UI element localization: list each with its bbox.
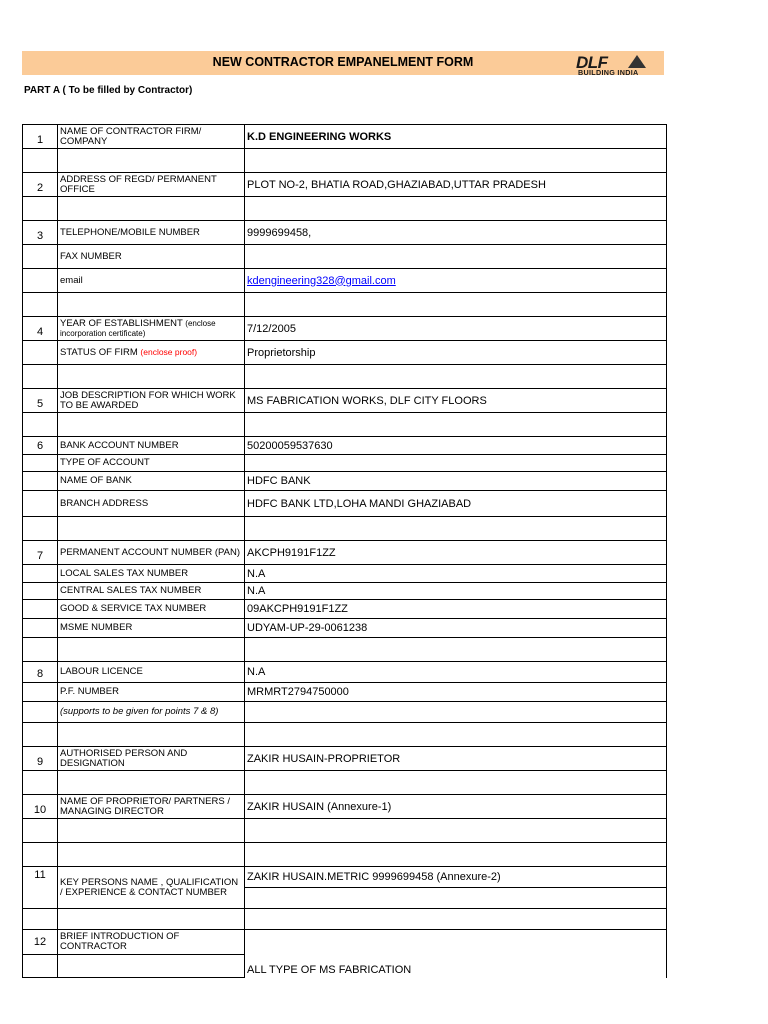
table-row (23, 600, 667, 619)
table-row (23, 683, 667, 702)
field-label: CENTRAL SALES TAX NUMBER (58, 583, 245, 600)
field-label: KEY PERSONS NAME , QUALIFICATION / EXPERIENCE & CONTACT NUMBER (58, 867, 245, 909)
table-row (23, 702, 667, 723)
empanelment-table (22, 124, 667, 978)
table-row (23, 565, 667, 583)
spacer-row (23, 843, 667, 867)
firm-status-field[interactable]: Proprietorship (245, 341, 667, 365)
row-number: 5 (23, 389, 58, 413)
spacer-row (23, 819, 667, 843)
part-label: PART A ( To be filled by Contractor) (24, 85, 193, 96)
account-type-field[interactable] (245, 455, 667, 472)
fax-field[interactable] (245, 245, 667, 269)
table-row (23, 541, 667, 565)
table-row (23, 125, 667, 149)
pf-number-field[interactable]: MRMRT2794750000 (245, 683, 667, 702)
field-label: ADDRESS OF REGD/ PERMANENT OFFICE (58, 173, 245, 197)
table-row (23, 583, 667, 600)
field-label-note: (enclose proof) (140, 347, 198, 357)
field-label: LOCAL SALES TAX NUMBER (58, 565, 245, 583)
field-label: NAME OF PROPRIETOR/ PARTNERS / MANAGING DIRECTOR (58, 795, 245, 819)
spacer-row (23, 197, 667, 221)
table-row (23, 269, 667, 293)
row-number: 11 (23, 867, 58, 909)
table-row (23, 472, 667, 491)
field-label: GOOD & SERVICE TAX NUMBER (58, 600, 245, 619)
spacer-row (23, 517, 667, 541)
field-label: P.F. NUMBER (58, 683, 245, 702)
table-row (23, 173, 667, 197)
field-label: AUTHORISED PERSON AND DESIGNATION (58, 747, 245, 771)
table-row (23, 662, 667, 683)
field-label: BANK ACCOUNT NUMBER (58, 437, 245, 455)
spacer-row (23, 909, 667, 930)
row-number: 4 (23, 317, 58, 341)
field-label: BRIEF INTRODUCTION OF CONTRACTOR (58, 930, 245, 955)
field-label (58, 317, 245, 341)
table-row (23, 619, 667, 638)
row-number: 3 (23, 221, 58, 245)
logo-text: DLF (576, 53, 608, 72)
spacer-row (23, 149, 667, 173)
spacer-row (23, 413, 667, 437)
supports-note: (supports to be given for points 7 & 8) (58, 702, 245, 723)
logo-triangle-icon (628, 55, 646, 68)
table-row (23, 341, 667, 365)
table-row (23, 747, 667, 771)
authorised-person-field[interactable]: ZAKIR HUSAIN-PROPRIETOR (245, 747, 667, 771)
field-label: FAX NUMBER (58, 245, 245, 269)
row-number: 8 (23, 662, 58, 683)
bank-account-field[interactable]: 50200059537630 (245, 437, 667, 455)
table-row (23, 867, 667, 888)
field-label: NAME OF BANK (58, 472, 245, 491)
field-label-main: STATUS OF FIRM (60, 347, 138, 358)
spacer-row (23, 638, 667, 662)
central-sales-tax-field[interactable]: N.A (245, 583, 667, 600)
field-label: LABOUR LICENCE (58, 662, 245, 683)
table-row (23, 795, 667, 819)
field-label: PERMANENT ACCOUNT NUMBER (PAN) (58, 541, 245, 565)
form-title: NEW CONTRACTOR EMPANELMENT FORM (212, 55, 474, 69)
local-sales-tax-field[interactable]: N.A (245, 565, 667, 583)
email-link[interactable]: kdengineering328@gmail.com (247, 274, 396, 287)
table-row (23, 437, 667, 455)
job-description-field[interactable]: MS FABRICATION WORKS, DLF CITY FLOORS (245, 389, 667, 413)
introduction-field[interactable]: ALL TYPE OF MS FABRICATION (245, 930, 667, 978)
row-number: 9 (23, 747, 58, 771)
spacer-row (23, 365, 667, 389)
table-row (23, 389, 667, 413)
field-label (58, 341, 245, 365)
msme-field[interactable]: UDYAM-UP-29-0061238 (245, 619, 667, 638)
key-persons-field-2[interactable] (245, 888, 667, 909)
table-row (23, 221, 667, 245)
field-label-note: (enclose incorporation certificate) (60, 318, 216, 338)
field-label: TYPE OF ACCOUNT (58, 455, 245, 472)
table-row (23, 930, 667, 955)
row-number: 10 (23, 795, 58, 819)
row-number: 1 (23, 125, 58, 149)
telephone-field[interactable]: 9999699458, (245, 221, 667, 245)
pan-field[interactable]: AKCPH9191F1ZZ (245, 541, 667, 565)
row-number: 7 (23, 541, 58, 565)
row-number: 2 (23, 173, 58, 197)
bank-name-field[interactable]: HDFC BANK (245, 472, 667, 491)
table-row (23, 455, 667, 472)
key-persons-field[interactable]: ZAKIR HUSAIN.METRIC 9999699458 (Annexure-2) (245, 867, 667, 888)
field-label: TELEPHONE/MOBILE NUMBER (58, 221, 245, 245)
labour-licence-field[interactable]: N.A (245, 662, 667, 683)
row-number: 12 (23, 930, 58, 955)
field-label: email (58, 269, 245, 293)
table-row (23, 245, 667, 269)
table-row (23, 317, 667, 341)
gst-field[interactable]: 09AKCPH9191F1ZZ (245, 600, 667, 619)
dlf-logo (576, 53, 668, 79)
contractor-name-field[interactable]: K.D ENGINEERING WORKS (245, 125, 667, 149)
proprietor-field[interactable]: ZAKIR HUSAIN (Annexure-1) (245, 795, 667, 819)
email-field[interactable] (245, 269, 667, 293)
logo-tagline: BUILDING INDIA (578, 68, 639, 77)
spacer-row (23, 293, 667, 317)
branch-address-field[interactable]: HDFC BANK LTD,LOHA MANDI GHAZIABAD (245, 491, 667, 517)
field-label: NAME OF CONTRACTOR FIRM/ COMPANY (58, 125, 245, 149)
field-label-main: YEAR OF ESTABLISHMENT (60, 317, 183, 329)
row-number: 6 (23, 437, 58, 455)
field-label: BRANCH ADDRESS (58, 491, 245, 517)
field-label: MSME NUMBER (58, 619, 245, 638)
table-row (23, 491, 667, 517)
address-field[interactable]: PLOT NO-2, BHATIA ROAD,GHAZIABAD,UTTAR PRADESH (245, 173, 667, 197)
spacer-row (23, 771, 667, 795)
spacer-row (23, 723, 667, 747)
establishment-year-field[interactable]: 7/12/2005 (245, 317, 667, 341)
field-label: JOB DESCRIPTION FOR WHICH WORK TO BE AWARDED (58, 389, 245, 413)
form-header-banner (22, 51, 664, 75)
